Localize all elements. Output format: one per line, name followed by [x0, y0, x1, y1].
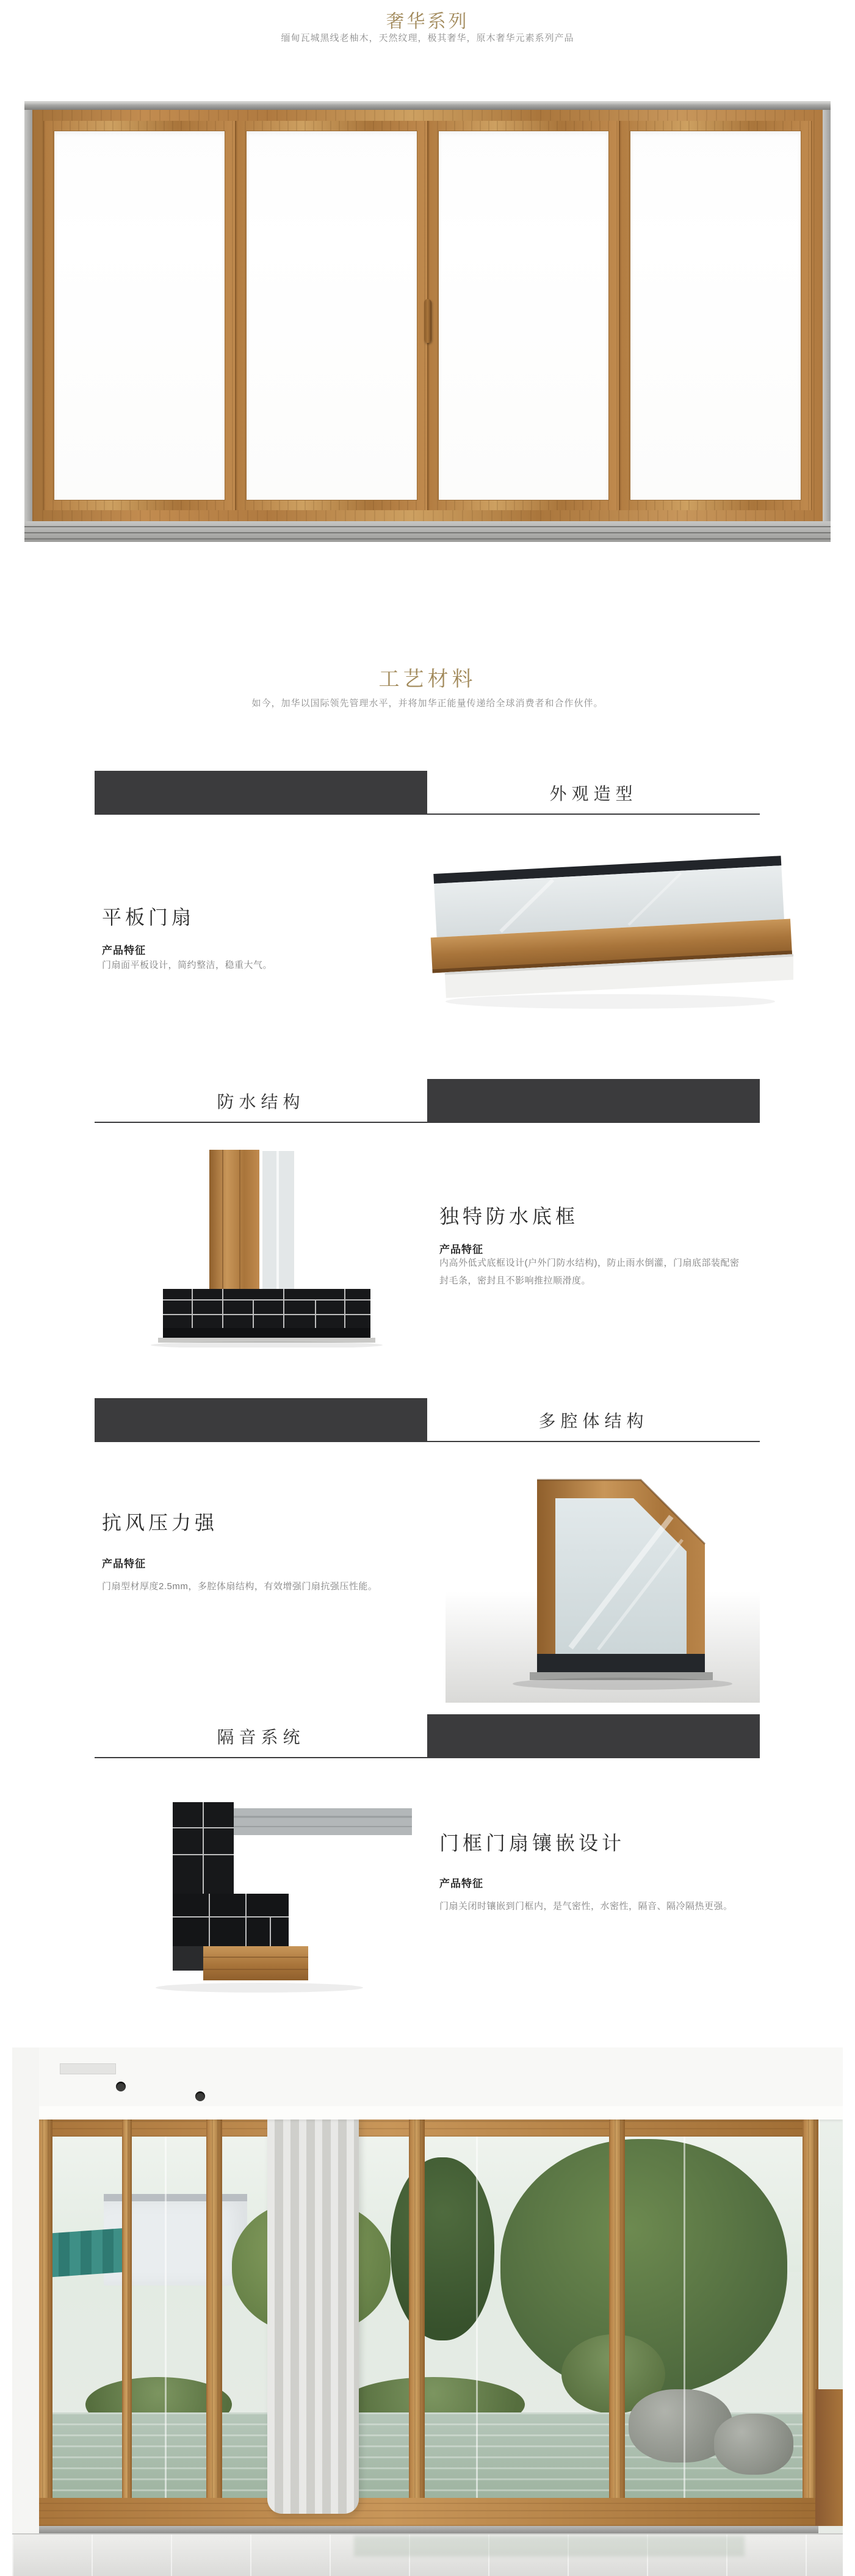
- pond-rock: [714, 2414, 793, 2475]
- recessed-light: [116, 2082, 126, 2091]
- door-post: [409, 2116, 425, 2526]
- door-top-track: [24, 101, 831, 110]
- feature-header-appearance: [95, 771, 760, 815]
- door-panel-1: [43, 121, 236, 510]
- door-post: [206, 2116, 222, 2526]
- wood-cabinet: [815, 2389, 843, 2526]
- feature-desc: 内高外低式底框设计(户外门防水结构)，防止雨水倒灌，门扇底部装配密封毛条，密封且不影响推拉顺滑度。: [439, 1258, 740, 1286]
- floor-reflection: [354, 2536, 745, 2556]
- feature-header-title: 外观造型: [427, 771, 760, 815]
- page-title: 奢华系列: [386, 12, 469, 32]
- waterproof-bottom-frame-photo: [137, 1146, 400, 1348]
- door-panel-2: [236, 121, 428, 510]
- feature-header-soundproof: [95, 1714, 760, 1758]
- feature-label: 产品特征: [439, 1244, 483, 1255]
- header-dark-bar: [427, 1079, 760, 1123]
- feature-header-title: 防水结构: [95, 1079, 427, 1123]
- door-post: [122, 2116, 132, 2526]
- door-side-jamb-left: [24, 110, 32, 521]
- curtain: [267, 2116, 359, 2514]
- feature-header-title: 多腔体结构: [427, 1398, 760, 1442]
- glass-reflection: [476, 2120, 478, 2498]
- feature-desc: 门扇面平板设计，简约整洁，稳重大气。: [102, 960, 273, 970]
- feature-title: 独特防水底框: [439, 1205, 579, 1227]
- feature-header-waterproof: [95, 1079, 760, 1123]
- multi-chamber-corner-sample-photo: [446, 1456, 760, 1703]
- header-dark-bar: [427, 1714, 760, 1758]
- flat-panel-door-corner-photo: [427, 833, 793, 1016]
- floor-track: [37, 2526, 818, 2533]
- glass-reflection: [165, 2120, 167, 2498]
- feature-desc: 门扇关闭时镶嵌到门框内，是气密性，水密性，隔音、隔冷隔热更强。: [439, 1901, 733, 1911]
- craft-section-title: 工艺材料: [378, 668, 477, 691]
- feature-desc: 门扇型材厚度2.5mm，多腔体扇结构，有效增强门扇抗强压性能。: [102, 1581, 378, 1592]
- feature-label: 产品特征: [102, 945, 146, 956]
- feature-title: 平板门扇: [102, 906, 195, 928]
- ceiling-beam: [12, 2106, 843, 2120]
- door-handle: [424, 299, 431, 343]
- hero-sliding-door-image: [24, 101, 831, 542]
- header-dark-bar: [95, 1398, 427, 1442]
- interior-wall: [12, 2047, 39, 2576]
- door-bottom-rail: [37, 2498, 818, 2526]
- glass-pane: [438, 131, 610, 500]
- feature-label: 产品特征: [439, 1878, 483, 1889]
- frame-sash-inlay-photo: [137, 1791, 424, 2005]
- outdoor-awnings: [48, 2228, 130, 2277]
- interior-garden-view-photo: [12, 2047, 843, 2576]
- door-post: [609, 2116, 625, 2526]
- glass-pane: [630, 131, 801, 500]
- door-panel-4: [619, 121, 812, 510]
- glass-pane: [54, 131, 225, 500]
- door-bottom-sill: [24, 521, 831, 542]
- garden-pine-tree: [391, 2157, 494, 2340]
- feature-label: 产品特征: [102, 1558, 146, 1570]
- page-subtitle: 缅甸瓦城黑线老柚木，天然纹理，极其奢华，原木奢华元素系列产品: [281, 33, 574, 43]
- ceiling-vent: [60, 2063, 116, 2074]
- door-panel-3: [428, 121, 620, 510]
- feature-title: 门框门扇镶嵌设计: [439, 1832, 626, 1854]
- feature-title: 抗风压力强: [102, 1512, 218, 1534]
- header-dark-bar: [95, 771, 427, 815]
- door-side-jamb-right: [823, 110, 831, 521]
- feature-header-title: 隔音系统: [95, 1714, 427, 1758]
- glass-reflection: [684, 2120, 685, 2498]
- feature-header-multichamber: [95, 1398, 760, 1442]
- glass-pane: [246, 131, 417, 500]
- craft-section-subtitle: 如今，加华以国际领先管理水平，并将加华正能量传递给全球消费者和合作伙伴。: [251, 698, 604, 709]
- recessed-light: [195, 2091, 205, 2101]
